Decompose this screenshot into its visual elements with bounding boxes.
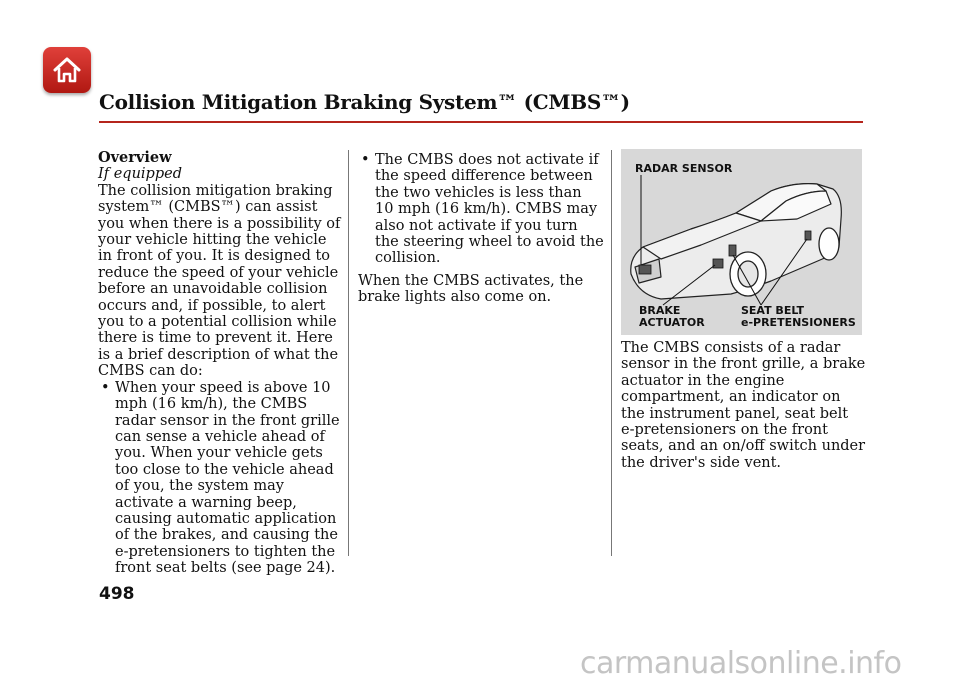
intro-paragraph: The collision mitigation braking system™ (CMBS™) can assist you when there is a possibility of your vehicle hitting the vehicle in front of you. It is designed to reduce the speed of your vehicle before an unavoidable collision occurs and, if possible, to alert you to a potential collision while there is time to prevent it. Here is a brief description of what the CMBS can do:: [98, 182, 341, 380]
column-divider: [348, 150, 349, 556]
brake-actuator-label: BRAKE ACTUATOR: [639, 304, 705, 329]
column-overview: [98, 150, 342, 577]
section-subheading: If equipped: [98, 166, 182, 183]
cmbs-diagram: [621, 149, 862, 335]
home-button[interactable]: [43, 47, 91, 93]
bullet-text: The CMBS does not activate if the speed difference between the two vehicles is less than 10 mph (16 km/h). CMBS may also not activate if you turn the steering wheel to avoid the collision.: [375, 152, 604, 267]
page-number: 498: [99, 584, 135, 604]
section-heading: Overview: [98, 149, 172, 166]
column-right: [621, 340, 866, 471]
column-divider: [611, 150, 612, 556]
body-paragraph: When the CMBS activates, the brake lights also come on.: [358, 272, 584, 306]
home-icon: [51, 55, 83, 85]
bullet-dot: •: [361, 152, 370, 168]
radar-sensor-label: RADAR SENSOR: [635, 162, 733, 175]
title-divider: [99, 121, 863, 123]
bullet-item: [98, 380, 342, 577]
body-paragraph: The CMBS consists of a radar sensor in the front grille, a brake actuator in the engine compartment, an indicator on the instrument panel, seat belt e-pretensioners on the front seats, and an on/off switch under the driver's side vent.: [621, 340, 866, 471]
bullet-dot: •: [101, 379, 110, 396]
page-title: Collision Mitigation Braking System™ (CMBS™): [99, 90, 630, 114]
bullet-item: [358, 152, 604, 267]
watermark: carmanualsonline.info: [580, 646, 902, 681]
seat-belt-label: SEAT BELT e-PRETENSIONERS: [741, 304, 856, 329]
column-middle: [358, 152, 604, 306]
bullet-text: When your speed is above 10 mph (16 km/h), the CMBS radar sensor in the front grille can sense a vehicle ahead of you. When your vehicle gets too close to the vehicle ahead of you, the system may activate a warning beep, causing automatic application of the brakes, and causing the e-pretensioners to tighten the front seat belts (see page 24).: [115, 379, 340, 577]
